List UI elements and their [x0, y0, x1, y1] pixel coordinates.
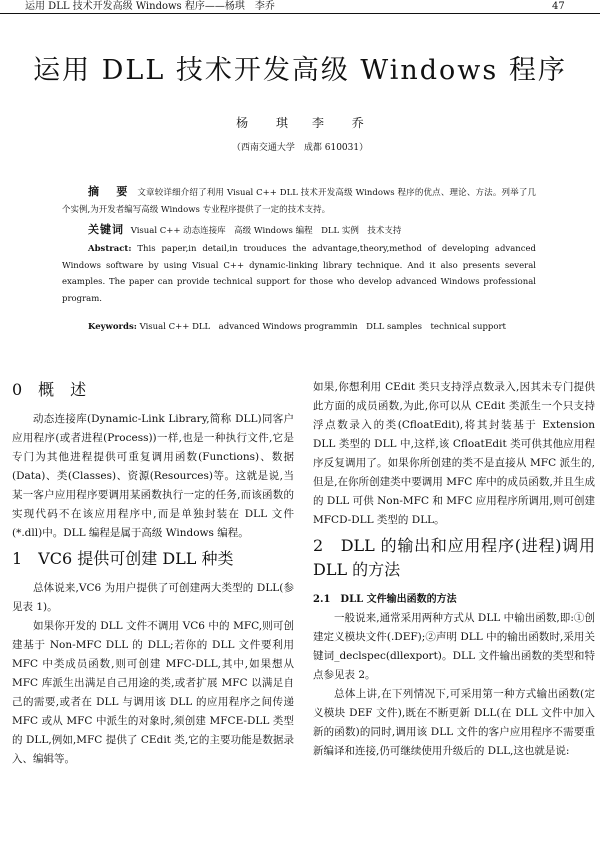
article-title: 运用 DLL 技术开发高级 Windows 程序	[33, 55, 567, 86]
section-1-heading: 1 VC6 提供可创建 DLL 种类	[12, 549, 234, 568]
keywords-en	[62, 319, 536, 336]
section-2-paragraph-1: 一般说来,通常采用两种方式从 DLL 中输出函数,即:①创建定义模块文件(.DEF);②声明 DLL 中的输出函数时,采用关键词_declspec(dllexport)。DLL 文件输出函数的类型和特点参见表 2。	[313, 612, 595, 681]
left-column	[12, 378, 294, 769]
abstract-cn-label: 摘 要	[88, 185, 131, 198]
page-number: 47	[552, 1, 565, 12]
section-1-paragraph-2: 如果你开发的 DLL 文件不调用 VC6 中的 MFC,则可创建基于 Non-MFC DLL 的 DLL;若你的 DLL 文件要利用 MFC 中类成员函数,则可创建 MFC-DLL,其中,如果想从 MFC 库派生出满足自己用途的类,或者扩展 MFC 以满足自己的需要,或者在 DLL 与调用该 DLL 的应用程序之间传递 MFC 或从 MFC 中派生的对象时,须创建 MFCE-DLL 类型的 DLL,例如,MFC 提供了 CEdit 类,它的主要功能是数据录入、编辑等。	[12, 620, 294, 765]
keywords-cn-label: 关键词	[88, 223, 124, 236]
running-title: 运用 DLL 技术开发高级 Windows 程序——杨琪 李乔	[25, 1, 275, 12]
section-0-heading: 0 概 述	[12, 380, 87, 399]
abstract-cn-text: 文章较详细介绍了利用 Visual C++ DLL 技术开发高级 Windows 程序的优点、理论、方法。列举了几个实例,为开发者编写高级 Windows 专业程序提供了一定的技术支持。	[62, 188, 537, 215]
abstract-en	[62, 241, 536, 307]
right-column	[313, 378, 595, 761]
keywords-en-label: Keywords:	[88, 322, 137, 332]
section-2-heading: 2 DLL 的输出和应用程序(进程)调用 DLL 的方法	[313, 536, 595, 579]
abstract-en-label: Abstract:	[88, 244, 132, 254]
section-2-paragraph-2: 总体上讲,在下列情况下,可采用第一种方式输出函数(定义模块 DEF 文件),既在不断更新 DLL(在 DLL 文件中加入新的函数)的同时,调用该 DLL 文件的客户应用程序不需要重新编译和连接,仍可继续使用升级后的 DLL,这也就是说:	[313, 688, 595, 757]
abstract-en-text: This paper,in detail,in trouduces the advantage,theory,method of developing advanced Windows software by using Visual C++ dynamic-linking library technique. And it also presents several examples. The paper can provide technical support for those who develop advanced Windows professional program.	[62, 244, 536, 304]
section-0-paragraph: 动态连接库(Dynamic-Link Library,简称 DLL)同客户应用程序(或者进程(Process))一样,也是一种执行文件,它是专门为其他进程提供可重复调用函数(Functions)、数据(Data)、类(Classes)、资源(Resources)等。这就是说,当某一客户应用程序要调用某函数执行一定的任务,而该函数的实现代码不在该应用程序中,而是单独封装在 DLL 文件(*.dll)中。DLL 编程是属于高级 Windows 编程。	[12, 413, 294, 539]
keywords-en-text: Visual C++ DLL advanced Windows programmin DLL samples technical support	[139, 322, 506, 332]
abstract-cn	[62, 184, 536, 218]
subsection-2-1-heading: 2.1 DLL 文件输出函数的方法	[313, 594, 457, 605]
keywords-cn	[62, 222, 536, 240]
header-rule	[0, 13, 600, 14]
section-1-paragraph-3: 如果,你想利用 CEdit 类只支持浮点数录入,因其未专门提供此方面的成员函数,为此,你可以从 CEdit 类派生一个只支持浮点数录入的类(CfloatEdit),将其封装基于 Extension DLL 类型的 DLL 中,这样,该 CfloatEdit 类可供其他应用程序反复调用了。如果你所创建的类不是直接从 MFC 派生的,但是,在你所创建类中要调用 MFC 库中的成员函数,并且生成的 DLL 可供 Non-MFC 和 MFC 应用程序所调用,则可创建 MFCD-DLL 类型的 DLL。	[313, 381, 595, 526]
section-1-paragraph-1: 总体说来,VC6 为用户提供了可创建两大类型的 DLL(参见表 1)。	[12, 582, 294, 613]
keywords-cn-text: Visual C++ 动态连接库 高级 Windows 编程 DLL 实例 技术支持	[130, 226, 402, 236]
running-header	[0, 0, 600, 14]
article-affiliation: （西南交通大学 成都 610031）	[231, 143, 369, 153]
article-authors: 杨 琪 李 乔	[236, 116, 364, 130]
